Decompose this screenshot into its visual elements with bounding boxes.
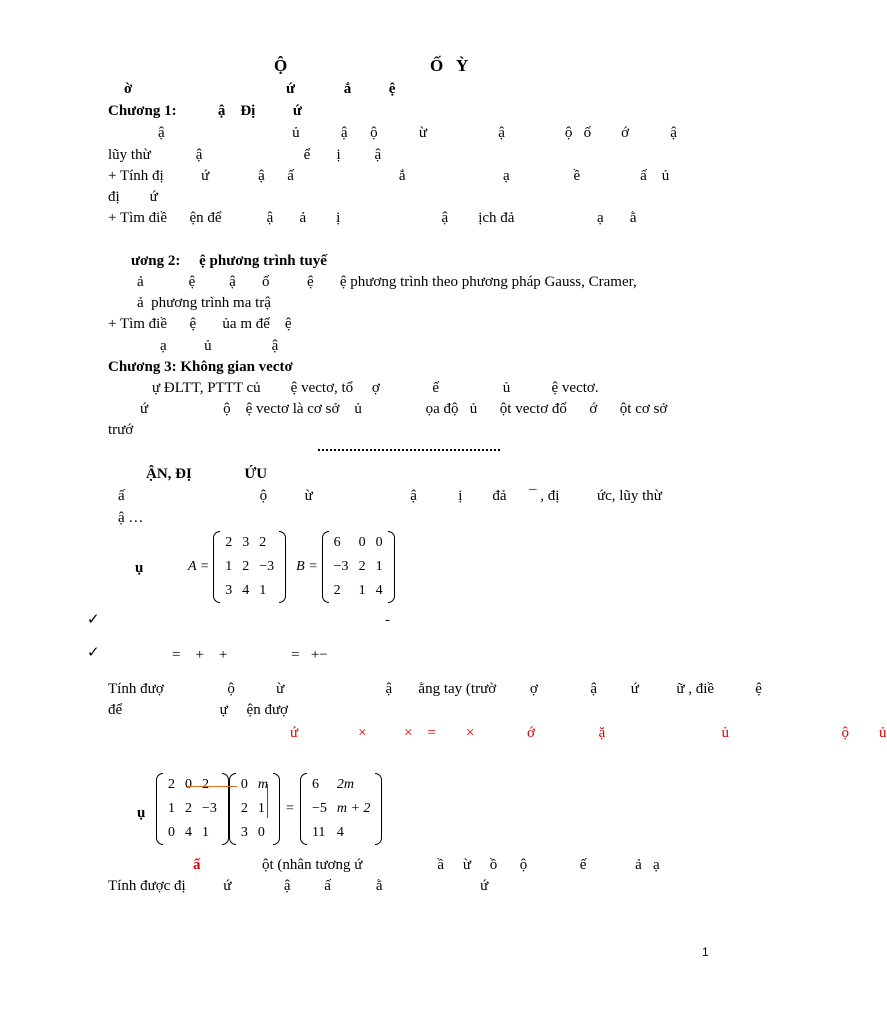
check2-text: = + + = +−	[172, 647, 328, 663]
matrix-result-cell: 2m	[336, 777, 354, 792]
matrix-right-cell: 0	[240, 777, 248, 792]
matrix-left-cell: 0	[168, 825, 175, 840]
matrix-left-cell: 4	[185, 825, 192, 840]
chapter1-line: + Tìm điề ện để ậ ả ị ậ ịch đả ạ ằ	[108, 210, 637, 226]
chapter1-heading: Chương 1: ậ Đị ứ	[108, 103, 302, 119]
paragraph-line: để ự ện đượ	[108, 702, 289, 718]
matrix-result-cell: 6	[311, 777, 319, 792]
matrix-b-cell: 0	[375, 535, 383, 550]
matrix-a-cell: 2	[259, 535, 267, 550]
matrix-right-cell: 2	[240, 801, 248, 816]
section2-line: ậ …	[118, 510, 144, 526]
matrix-product-equation: 2 0 2 1 2 −3 0 4 1 0 m 2 1 3 0 = 6 2m −5 m + 2 11 4	[156, 773, 382, 845]
check1-tail: -	[385, 612, 390, 628]
section2-line: ấ ộ ừ ậ ị đả ¯ , đị ức, lũy thừ	[118, 488, 662, 504]
matrix-a-cell: 4	[242, 583, 250, 598]
chapter1-line: lũy thừ ậ ể ị ậ	[108, 147, 382, 163]
matrix-a-cell: 2	[225, 535, 233, 550]
matrix-b-cell: 4	[375, 583, 383, 598]
chapter1-line: đị ứ	[108, 189, 158, 205]
after-example-line: ột (nhân tương ứ ầ ừ ồ ộ ế ả ạ	[262, 857, 660, 873]
matrix-right-cell: m	[257, 777, 269, 792]
matrix-result-cell: −5	[311, 801, 327, 816]
dotted-separator	[318, 449, 500, 451]
chapter3-heading: Chương 3: Không gian vectơ	[108, 359, 293, 375]
matrix-a-cell: 1	[259, 583, 267, 598]
matrix-b-cell: 2	[333, 583, 341, 598]
example2-label: ụ	[137, 805, 146, 821]
matrix-result-cell: m + 2	[336, 801, 371, 816]
matrix-b-cell: −3	[333, 559, 349, 574]
matrix-left-cell: 1	[168, 801, 175, 816]
matrix-b-cell: 6	[333, 535, 341, 550]
matrix-a-cell: 1	[225, 559, 233, 574]
matrix-a	[213, 531, 286, 603]
matrix-result-cell: 11	[311, 825, 326, 840]
intro-line: ờ ứ ắ ệ	[124, 81, 396, 97]
matrix-right-cell: 3	[240, 825, 248, 840]
matrix-left-cell: 1	[202, 825, 209, 840]
checkmark-icon: ✓	[87, 610, 100, 628]
chapter3-line: trướ	[108, 422, 134, 438]
matrix-a-cell: −3	[259, 559, 275, 574]
page-number: 1	[702, 945, 709, 959]
chapter2-line: + Tìm điề ệ ủa m để ệ	[108, 316, 292, 332]
matrix-left-cell: 2	[185, 801, 192, 816]
row-highlight-line	[187, 786, 237, 787]
paragraph-line: Tính đượ ộ ừ ậ ằng tay (trườ ợ ậ ứ ữ , điề ệ	[108, 681, 762, 697]
matrix-left-cell: 2	[168, 777, 175, 792]
matrix-b	[322, 531, 395, 603]
matrix-b-cell: 1	[375, 559, 383, 574]
matrix-left-cell: 0	[185, 777, 192, 792]
column-highlight-line	[267, 784, 268, 818]
red-word: ấ	[193, 857, 201, 873]
matrix-b-label: B =	[296, 559, 318, 574]
chapter3-line: ứ ộ ệ vectơ là cơ sở ủ ọa độ ủ ột vectơ đố ớ ột cơ sở	[140, 401, 668, 417]
chapter2-line: ả phương trình ma trậ	[137, 295, 271, 311]
matrix-a-cell: 2	[242, 559, 250, 574]
red-rule-line: ứ × × = × ớ ặ ủ ộ ủ	[290, 725, 887, 741]
matrix-a-equation	[188, 531, 395, 603]
matrix-right-cell: 0	[257, 825, 265, 840]
chapter1-line: + Tính đị ứ ậ ấ ắ ạ ề ấ ủ	[108, 168, 670, 184]
chapter2-line: ả ệ ậ ố ệ ệ phương trình theo phương pháp Gauss, Cramer,	[137, 274, 637, 290]
matrix-a-cell: 3	[242, 535, 250, 550]
matrix-b-cell: 2	[358, 559, 366, 574]
title-right: Ố Ỳ	[430, 56, 469, 75]
chapter1-line: ậ ủ ậ ộ ừ ậ ộ ố ớ ậ	[158, 125, 677, 141]
matrix-result	[300, 773, 382, 845]
matrix-a-label: A =	[188, 559, 210, 574]
chapter2-line: ạ ủ ậ	[160, 338, 279, 354]
checkmark-icon: ✓	[87, 643, 100, 661]
matrix-result-cell: 4	[336, 825, 344, 840]
matrix-left-cell: 2	[202, 777, 209, 792]
chapter2-heading: ương 2: ệ phương trình tuyế	[131, 253, 327, 269]
matrix-left	[156, 773, 229, 845]
chapter3-line: ự ĐLTT, PTTT củ ệ vectơ, tổ ợ ế ủ ệ vectơ.	[152, 380, 599, 396]
matrix-a-cell: 3	[225, 583, 233, 598]
matrix-b-cell: 1	[358, 583, 366, 598]
last-line: Tính được đị ứ ậ ấ ằ ứ	[108, 878, 489, 894]
title-left: Ộ	[274, 56, 288, 75]
example1-label: ụ	[135, 560, 144, 576]
matrix-left-cell: −3	[202, 801, 217, 816]
section2-heading: ẬN, ĐỊ ỨU	[146, 466, 268, 482]
matrix-right-cell: 1	[257, 801, 265, 816]
matrix-b-cell: 0	[358, 535, 366, 550]
matrix-right	[229, 773, 280, 845]
